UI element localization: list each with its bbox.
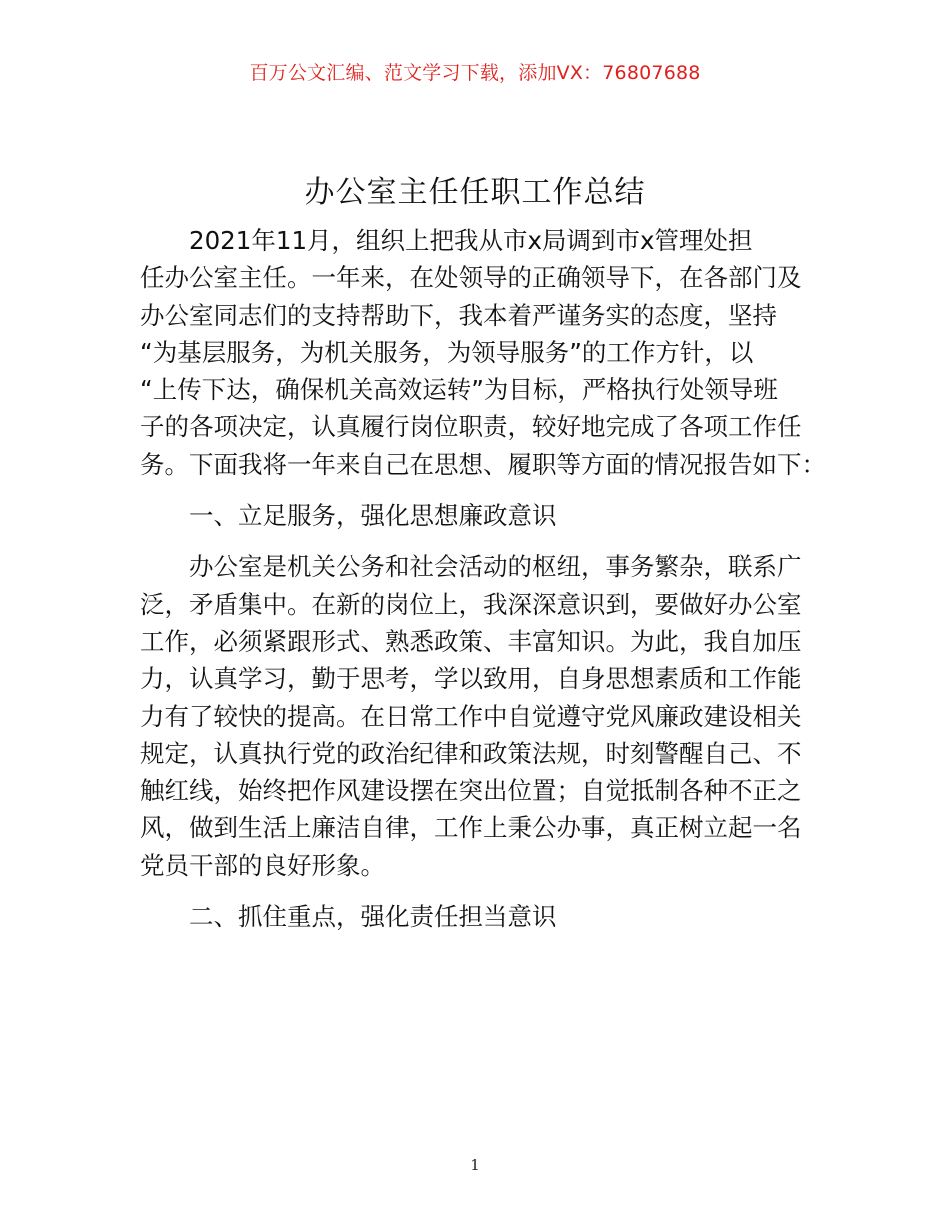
page-number: 1	[470, 1156, 480, 1174]
paragraph-gap	[140, 884, 830, 898]
paragraph-line: 党员干部的良好形象。	[140, 850, 385, 880]
section-heading-1: 一、立足服务，强化思想廉政意识	[189, 501, 557, 531]
paragraph-line: 触红线，始终把作风建设摆在突出位置；自觉抵制各种不正之	[140, 776, 802, 806]
paragraph-gap	[140, 534, 830, 548]
section-heading-2: 二、抓住重点，强化责任担当意识	[189, 902, 557, 932]
paragraph-line: “为基层服务，为机关服务，为领导服务”的工作方针，以	[140, 337, 754, 367]
intro-paragraph	[140, 222, 830, 483]
paragraph-line: 务。下面我将一年来自己在思想、履职等方面的情况报告如下：	[140, 449, 826, 479]
paragraph-line: 泛，矛盾集中。在新的岗位上，我深深意识到，要做好办公室	[140, 589, 802, 619]
paragraph-line: 办公室是机关公务和社会活动的枢纽，事务繁杂，联系广	[189, 552, 802, 582]
paragraph-line: 力有了较快的提高。在日常工作中自觉遵守党风廉政建设相关	[140, 701, 802, 731]
paragraph-line: 2021年11月，组织上把我从市x局调到市x管理处担	[189, 226, 753, 255]
document-body	[140, 222, 830, 935]
paragraph-line: 子的各项决定，认真履行岗位职责，较好地完成了各项工作任	[140, 412, 802, 442]
paragraph-gap	[140, 483, 830, 497]
header-banner: 百万公文汇编、范文学习下载，添加VX：76807688	[249, 62, 701, 84]
section-1-paragraph	[140, 548, 830, 884]
paragraph-line: 工作，必须紧跟形式、熟悉政策、丰富知识。为此，我自加压	[140, 626, 802, 656]
document-title: 办公室主任任职工作总结	[304, 175, 646, 210]
paragraph-line: 办公室同志们的支持帮助下，我本着严谨务实的态度，坚持	[140, 300, 777, 330]
paragraph-line: “上传下达，确保机关高效运转”为目标，严格执行处领导班	[140, 375, 778, 405]
paragraph-line: 任办公室主任。一年来，在处领导的正确领导下，在各部门及	[140, 263, 802, 293]
paragraph-line: 规定，认真执行党的政治纪律和政策法规，时刻警醒自己、不	[140, 738, 802, 768]
paragraph-line: 力，认真学习，勤于思考，学以致用，自身思想素质和工作能	[140, 664, 802, 694]
paragraph-line: 风，做到生活上廉洁自律，工作上秉公办事，真正树立起一名	[140, 813, 802, 843]
